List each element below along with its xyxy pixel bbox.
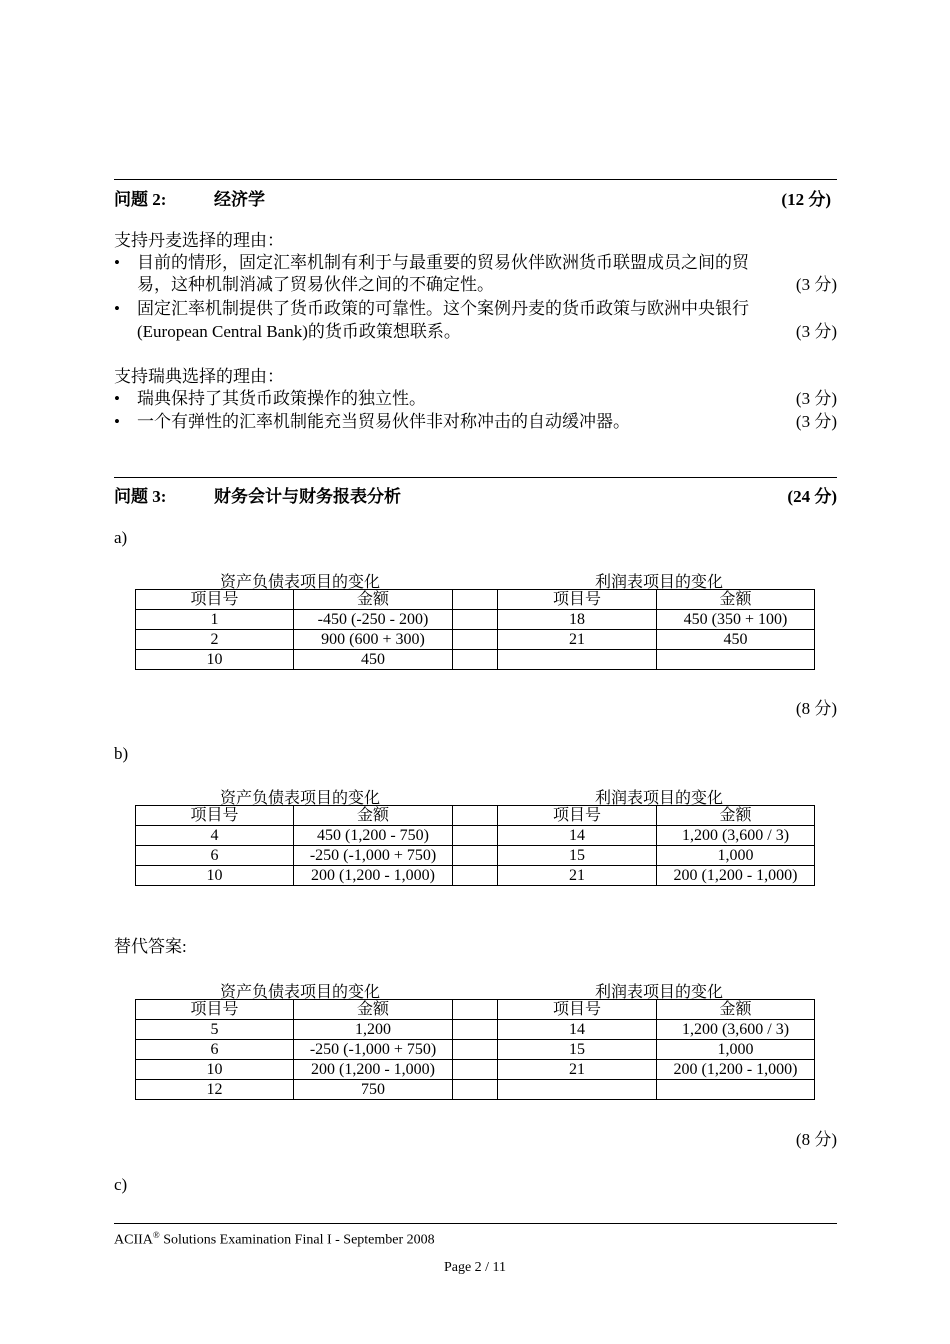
bullet-icon: • [114,389,120,408]
table-row: 12 750 [136,1080,815,1100]
footer-text: ACIIA® Solutions Examination Final I - September 2008 [114,1230,435,1248]
balance-caption: 资产负债表项目的变化 [219,574,380,591]
alternative-points: (8 分) [795,1130,837,1149]
q3-top-rule [114,477,837,478]
balance-caption: 资产负债表项目的变化 [219,984,380,1001]
table-header-row: 项目号 金额 项目号 金额 [136,1000,815,1020]
bullet-icon: • [114,253,120,272]
q3-points: (24 分) [787,487,837,506]
q3-title: 财务会计与财务报表分析 [214,487,401,506]
table-row: 5 1,200 14 1,200 (3,600 / 3) [136,1020,815,1040]
table-header-row: 项目号 金额 项目号 金额 [136,806,815,826]
alternative-label: 替代答案: [114,937,187,956]
table-row: 6 -250 (-1,000 + 750) 15 1,000 [136,846,815,866]
income-caption: 利润表项目的变化 [594,574,723,591]
table-row: 2 900 (600 + 300) 21 450 [136,630,815,650]
table-row: 10 200 (1,200 - 1,000) 21 200 (1,200 - 1,000) [136,1060,815,1080]
q2-top-rule [114,179,837,180]
part-c-label: c) [114,1175,128,1194]
part-a-points: (8 分) [795,699,837,718]
q2-number: 问题 2: [114,190,167,209]
points-label: (3 分) [795,389,837,408]
table-row: 10 200 (1,200 - 1,000) 21 200 (1,200 - 1,000) [136,866,815,886]
part-b-table [135,805,815,886]
balance-caption: 资产负债表项目的变化 [219,790,380,807]
income-caption: 利润表项目的变化 [594,984,723,1001]
table-row: 6 -250 (-1,000 + 750) 15 1,000 [136,1040,815,1060]
bullet-icon: • [114,299,120,318]
points-label: (3 分) [795,322,837,341]
footer-rule [114,1223,837,1224]
q3-number: 问题 3: [114,487,167,506]
q2-points: (12 分) [781,190,831,209]
part-a-label: a) [114,528,128,547]
income-caption: 利润表项目的变化 [594,790,723,807]
denmark-heading: 支持丹麦选择的理由： [114,231,284,250]
bullet-icon: • [114,412,120,431]
part-b-label: b) [114,744,129,763]
table-header-row: 项目号 金额 项目号 金额 [136,590,815,610]
page-number: Page 2 / 11 [443,1260,507,1275]
sweden-heading: 支持瑞典选择的理由： [114,367,284,386]
points-label: (3 分) [795,412,837,431]
alternative-table [135,999,815,1100]
part-a-table [135,589,815,670]
points-label: (3 分) [795,275,837,294]
table-row: 1 -450 (-250 - 200) 18 450 (350 + 100) [136,610,815,630]
table-row: 4 450 (1,200 - 750) 14 1,200 (3,600 / 3) [136,826,815,846]
q2-title: 经济学 [214,190,265,209]
table-row: 10 450 [136,650,815,670]
